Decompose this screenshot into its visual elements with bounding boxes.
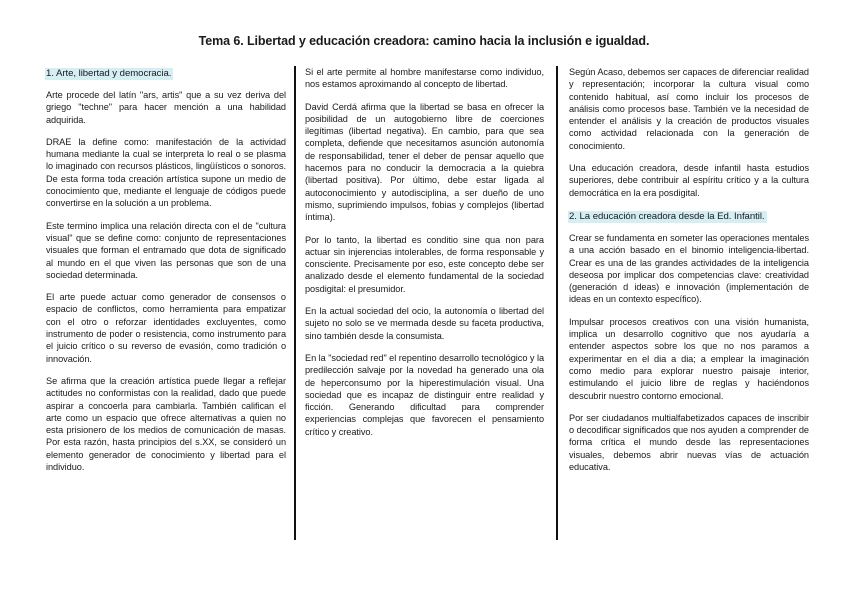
column-divider — [556, 66, 558, 540]
paragraph: Por lo tanto, la libertad es conditio sine qua non para actuar sin injerencias intolerables, de forma responsable y consciente. Precisamente por eso, este concepto debe ser analizado desde el elemento fundamental de la sociedad posdigital: el presumidor. — [305, 234, 544, 294]
paragraph: En la actual sociedad del ocio, la autonomía o libertad del sujeto no solo se ve mermada desde su faceta productiva, sino también desde la consumista. — [305, 306, 544, 341]
paragraph: Se afirma que la creación artística puede llegar a reflejar actitudes no conformistas con la realidad, dado que puede aspirar a concoerla para cambiarla. También califican el arte como un espacio que ofrece alternativas a quien no esta prisionero de los medios de comunicación de masas. Por esta razón, hasta principios del s.XX, se consideró un elemento generador de conocimiento y libertad para el individuo. — [46, 375, 286, 473]
paragraph: Crear se fundamenta en someter las operaciones mentales a una acción basado en el binomio inteligencia-libertad. Crear es una de las grandes actividades de la inteligencia deseosa por implicar dos competencias clave: creatividad (generación d ideas) e innovación (implementación de ideas en un contexto específico). — [569, 232, 809, 305]
paragraph: Arte procede del latín "ars, artis" que a su vez deriva del griego "techne" para hacer mención a una habilidad adquirida. — [46, 90, 286, 125]
paragraph: Según Acaso, debemos ser capaces de diferenciar realidad y representación; incorporar la cultura visual como contenido habitual, así como incluir los procesos de análisis como procesos base. También ve la necesidad de entender el análisis y la creación de productos visuales como actividad relacionada con la generación de conocimiento. — [569, 67, 809, 151]
column-divider — [294, 66, 296, 540]
column-3 — [569, 66, 809, 483]
paragraph: Impulsar procesos creativos con una visión humanista, implica un desarrollo cognitivo que nos ayudaría a entender aspectos sobre los que no nos paramos a experimentar en el dia a dia; a emplear la imaginación como medio para explorar nuestro paisaje interior, estimulando el juicio libre de reglas y haciéndonos descubrir nuestro contorno emocional. — [569, 316, 809, 401]
column-1 — [46, 66, 286, 483]
page-title: Tema 6. Libertad y educación creadora: camino hacia la inclusión e igualdad. — [198, 34, 650, 48]
paragraph: El arte puede actuar como generador de consensos o espacio de conflictos, como herramienta para empatizar con el otro o reforzar identidades excluyentes, como instrumento de poder o resistencia, como instrumento para el juicio crítico o su reverso de evasión, como tradición o innovación. — [46, 292, 286, 364]
paragraph: Por ser ciudadanos multialfabetizados capaces de inscribir o decodificar significados que nos ayuden a comprender de forma crítica el mundo desde las representaciones visuales, debemos abrir nuevas vías de actuación educativa. — [569, 412, 809, 473]
paragraph: David Cerdá afirma que la libertad se basa en ofrecer la posibilidad de un autogobierno libre de coerciones ilegítimas (libertad negativa). En cambio, para que sea completa, defiende que necesitamos asunción autonomía de responsabilidad, tener el deber de pensar aquello que hacemos para no conducir la democracia a la quiebra (libertad positiva). Por último, debe estar ligada al autoconocimiento y autodisciplina, a ser dueño de uno mismo, suprimiendo impulsos, fobias y complejos (libertad íntima). — [305, 101, 544, 223]
section-heading-2: 2. La educación creadora desde la Ed. Infantil. — [569, 210, 765, 222]
paragraph: Este termino implica una relación directa con el de "cultura visual" que se define como: conjunto de representaciones visuales que forman el entramado que dota de significado al mundo en el que viven las personas que son de una sociedad determinada. — [46, 220, 286, 280]
paragraph: Si el arte permite al hombre manifestarse como individuo, nos estamos aproximando al concepto de libertad. — [305, 67, 544, 90]
paragraph: Una educación creadora, desde infantil hasta estudios superiores, debe contribuir al espíritu crítico y a la cultura democrática en la era posdigital. — [569, 163, 809, 198]
column-2 — [305, 66, 544, 448]
paragraph: DRAE la define como: manifestación de la actividad humana mediante la cual se interpreta lo real o se plasma lo imaginado con recursos plásticos, lingüísticos o sonoros. De esta forma toda creación artística supone un medio de conocimiento que, mediante el lenguaje de códigos puede convertirse en la solución a un problema. — [46, 136, 286, 209]
paragraph: En la "sociedad red" el repentino desarrollo tecnológico y la predilección salvaje por la novedad ha generado una ola de heperconsumo por la hiperestimulación visual. Una sociedad que es incapaz de distinguir entre realidad y ficción. Generando dificultad para comprender experiencias complejas que favorecen el pensamiento crítico y creativo. — [305, 352, 544, 437]
section-heading-1: 1. Arte, libertad y democracia. — [46, 68, 172, 79]
